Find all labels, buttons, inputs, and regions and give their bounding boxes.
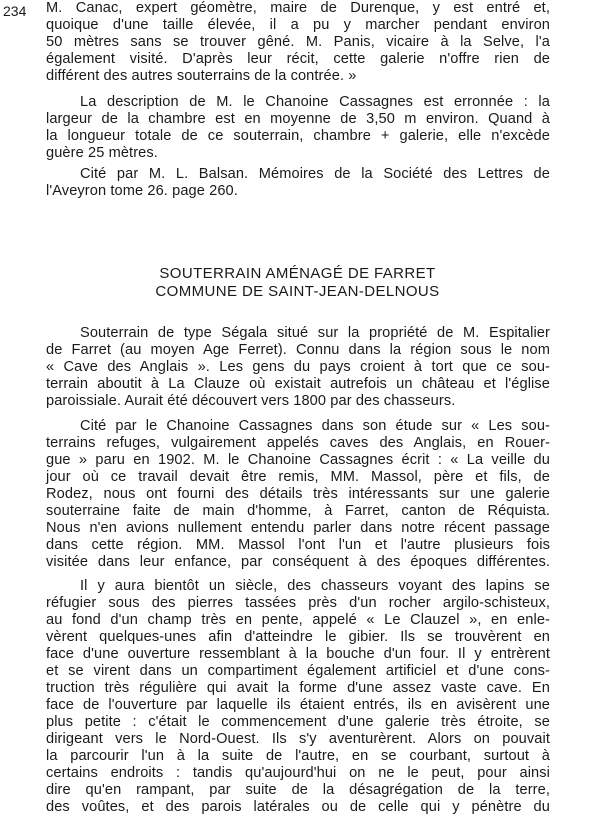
section-paragraph-line: truction très régulière qui avait la forme d'une assez vaste cave. En (46, 680, 550, 696)
section-paragraph-line: au fond d'un champ très en pente, appelé « Le Clauzel », en enle- (46, 612, 550, 628)
section-paragraph-line: Souterrain de type Ségala situé sur la propriété de M. Espitalier (80, 325, 550, 341)
section-paragraph-line: visitée dans leur enfance, par conséquent à des époques différentes. (46, 554, 550, 570)
section-paragraph-line: jour où ce travail devait être remis, MM. Massol, père et fils, de (46, 469, 550, 485)
intro-line: M. Canac, expert géomètre, maire de Durenque, y est entré et, (46, 0, 550, 16)
section-paragraph-line: de Farret (au moyen Age Ferret). Connu dans la région sous le nom (46, 342, 550, 358)
description-line: guère 25 mètres. (46, 145, 158, 161)
section-paragraph-line: terrains refuges, vulgairement appelés caves des Anglais, en Rouer- (46, 435, 550, 451)
section-paragraph-line: dans cette région. MM. Massol l'ont l'un et l'autre plusieurs fois (46, 537, 550, 553)
intro-line: différent des autres souterrains de la contrée. » (46, 68, 357, 84)
section-paragraph-line: souterraine faite de main d'homme, à Farret, canton de Réquista. (46, 503, 550, 519)
section-paragraph-line: gue » paru en 1902. M. le Chanoine Cassagnes écrit : « La veille du (46, 452, 550, 468)
section-paragraph-line: plus petite : c'était le commencement d'une galerie très étroite, se (46, 714, 550, 730)
section-paragraph-line: la parcourir l'un à la suite de l'autre, en se courbant, surtout à (46, 748, 550, 764)
citation-line: l'Aveyron tome 26. page 260. (46, 183, 238, 199)
section-paragraph-line: « Cave des Anglais ». Les gens du pays croient à tort que ce sou- (46, 359, 550, 375)
intro-line: également visité. D'après leur récit, cette galerie n'offre rien de (46, 51, 550, 67)
page-number: 234 (3, 3, 27, 19)
section-paragraph-line: face de l'ouverture par laquelle ils étaient entrés, ils en avisèrent une (46, 697, 550, 713)
section-paragraph-line: face d'une ouverture ressemblant à la bouche d'un four. Il y entrèrent (46, 646, 550, 662)
section-paragraph-line: certains endroits : tandis qu'aujourd'hui on ne le peut, pour ainsi (46, 765, 550, 781)
section-paragraph-line: vèrent quelques-unes afin d'atteindre le gibier. Ils se trouvèrent en (46, 629, 550, 645)
section-paragraph-line: dire qu'en rampant, par suite de la désagrégation de la terre, (46, 782, 550, 798)
section-subtitle: COMMUNE DE SAINT-JEAN-DELNOUS (155, 283, 440, 300)
description-line: largeur de la chambre est en moyenne de 3,50 m environ. Quand à (46, 111, 550, 127)
section-paragraph-line: dirigeant vers le Nord-Ouest. Ils s'y aventurèrent. Alors on pouvait (46, 731, 550, 747)
description-line: la longueur totale de ce souterrain, chambre + galerie, elle n'excède (46, 128, 550, 144)
section-paragraph-line: paroissiale. Aurait été découvert vers 1800 par des chasseurs. (46, 393, 456, 409)
citation-line: Cité par M. L. Balsan. Mémoires de la Société des Lettres de (80, 166, 550, 182)
section-paragraph-line: réfugier sous des pierres tassées près d'un rocher argilo-schisteux, (46, 595, 550, 611)
section-title: SOUTERRAIN AMÉNAGÉ DE FARRET (159, 265, 436, 282)
intro-line: quoique d'une taille élevée, il a pu y marcher pendant environ (46, 17, 550, 33)
section-paragraph-line: des voûtes, et des parois latérales ou de celle qui y pénètre du (46, 799, 550, 815)
section-paragraph-line: Il y aura bientôt un siècle, des chasseurs voyant des lapins se (80, 578, 550, 594)
section-paragraph-line: Nous n'en avions nullement entendu parler dans notre récent passage (46, 520, 550, 536)
section-paragraph-line: Cité par le Chanoine Cassagnes dans son étude sur « Les sou- (80, 418, 550, 434)
section-paragraph-line: Rodez, nous ont fourni des détails très intéressants sur une galerie (46, 486, 550, 502)
intro-line: 50 mètres sans se trouver gêné. M. Panis, vicaire à la Selve, l'a (46, 34, 550, 50)
section-paragraph-line: terrain aboutit à La Clauze où existait autrefois un château et l'église (46, 376, 550, 392)
section-paragraph-line: et se virent dans un compartiment également artificiel et d'une cons- (46, 663, 550, 679)
description-line: La description de M. le Chanoine Cassagnes est erronnée : la (80, 94, 550, 110)
